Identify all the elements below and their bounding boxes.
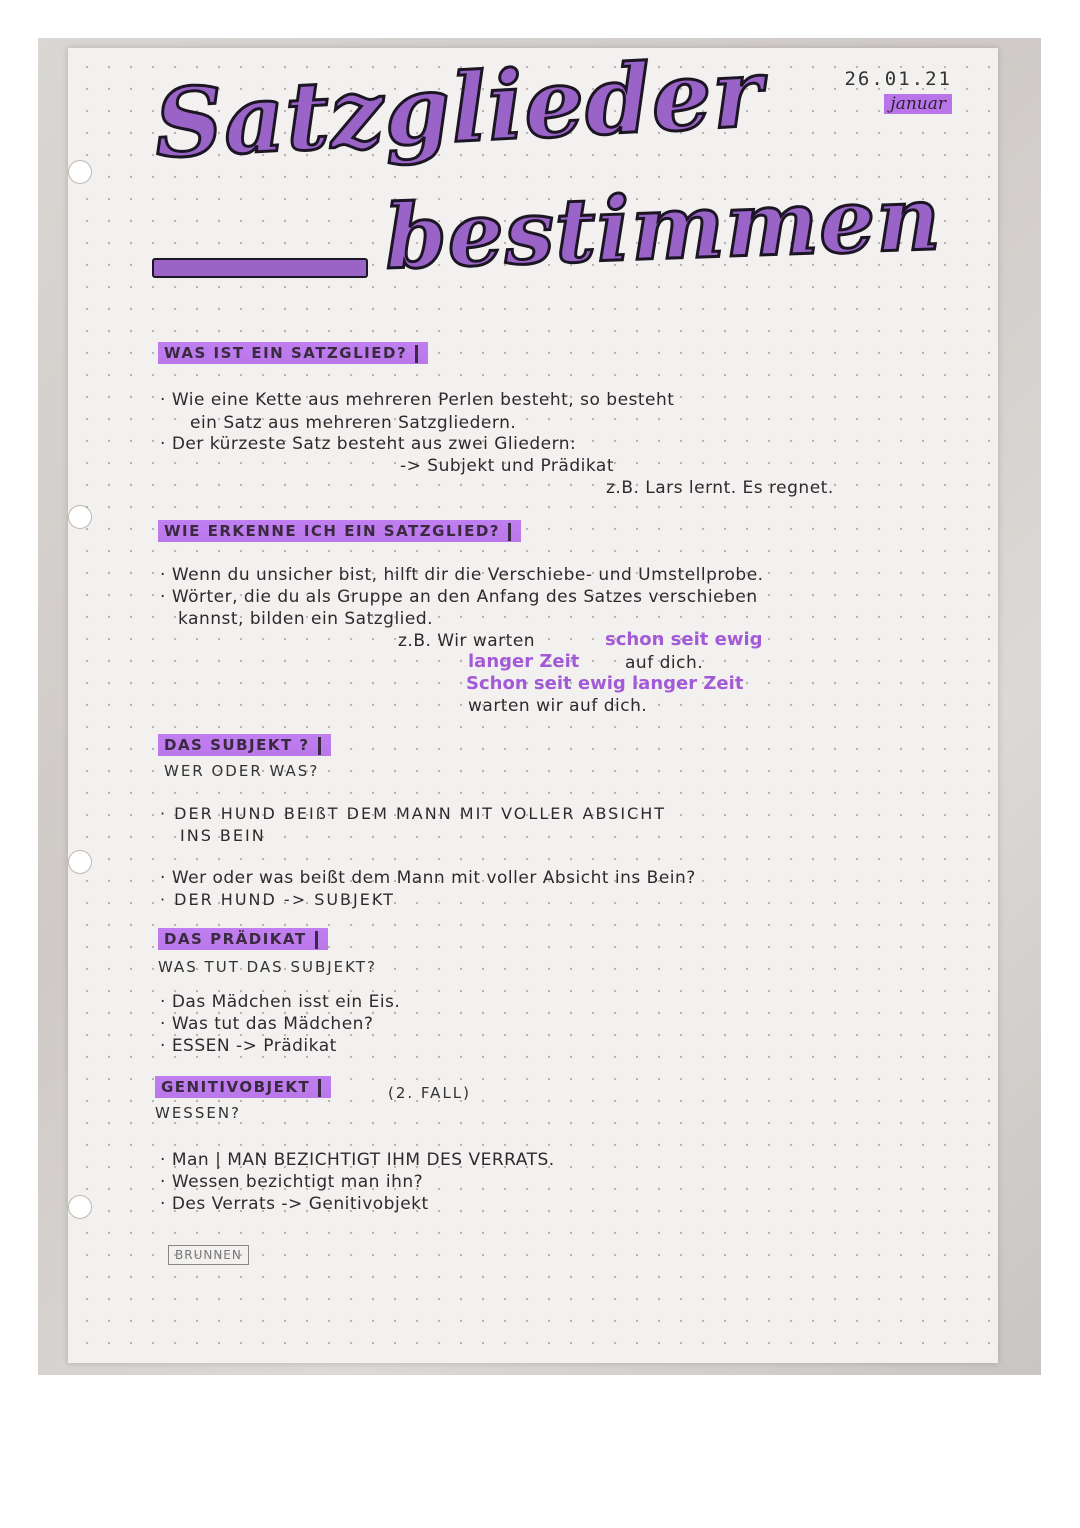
text-line: kannst, bilden ein Satzglied. (178, 609, 434, 629)
punch-hole (68, 160, 92, 184)
page-title-line2: bestimmen (383, 165, 943, 289)
text-line: ein Satz aus mehreren Satzgliedern. (190, 413, 517, 433)
punch-hole (68, 850, 92, 874)
punch-hole (68, 1195, 92, 1219)
date-label: 26.01.21 (844, 68, 952, 90)
text-line: · ESSEN -> Prädikat (160, 1036, 337, 1056)
heading-subjekt: DAS SUBJEKT ? (158, 734, 331, 756)
text-line: · Des Verrats -> Genitivobjekt (160, 1194, 429, 1214)
text-line: · Was tut das Mädchen? (160, 1014, 373, 1034)
heading-genitivobjekt: GENITIVOBJEKT (155, 1076, 331, 1098)
text-line: INS BEIN (180, 826, 266, 845)
text-line: · Wörter, die du als Gruppe an den Anfang des Satzes verschieben (160, 587, 758, 607)
text-line: · Wessen bezichtigt man ihn? (160, 1172, 423, 1192)
question-label: WER ODER WAS? (164, 762, 320, 780)
question-label: WAS TUT DAS SUBJEKT? (158, 958, 377, 976)
text-line: · DER HUND -> SUBJEKT (160, 890, 395, 909)
text-line: · Der kürzeste Satz besteht aus zwei Gliedern: (160, 434, 576, 454)
title-underline (152, 258, 368, 278)
text-line: -> Subjekt und Prädikat (400, 456, 614, 476)
question-label: WESSEN? (155, 1104, 242, 1122)
text-line: auf dich. (625, 653, 704, 673)
text-line: · Wer oder was beißt dem Mann mit voller Absicht ins Bein? (160, 868, 696, 888)
text-line: · Das Mädchen isst ein Eis. (160, 992, 400, 1012)
example-highlight: schon seit ewig (605, 629, 763, 650)
text-line: · Man | MAN BEZICHTIGT IHM DES VERRATS. (160, 1150, 555, 1170)
punch-hole (68, 505, 92, 529)
heading-praedikat: DAS PRÄDIKAT (158, 928, 328, 950)
text-line: warten wir auf dich. (468, 696, 648, 716)
text-line: · DER HUND BEIßT DEM MANN MIT VOLLER ABSICHT (160, 804, 666, 823)
text-line: z.B. Lars lernt. Es regnet. (606, 478, 834, 498)
example-highlight: Schon seit ewig langer Zeit (466, 673, 744, 694)
page-title-line1: Satzglieder (152, 38, 766, 180)
text-line: · Wie eine Kette aus mehreren Perlen besteht, so besteht (160, 390, 674, 410)
brand-logo: BRUNNEN (168, 1245, 249, 1265)
month-label: januar (884, 94, 952, 114)
case-label: (2. FALL) (388, 1084, 472, 1102)
text-line: · Wenn du unsicher bist, hilft dir die Verschiebe- und Umstellprobe. (160, 565, 764, 585)
heading-wie-erkenne: WIE ERKENNE ICH EIN SATZGLIED? (158, 520, 521, 542)
example-prefix: z.B. Wir warten (398, 631, 536, 651)
example-highlight: langer Zeit (468, 651, 580, 672)
heading-was-ist: WAS IST EIN SATZGLIED? (158, 342, 428, 364)
